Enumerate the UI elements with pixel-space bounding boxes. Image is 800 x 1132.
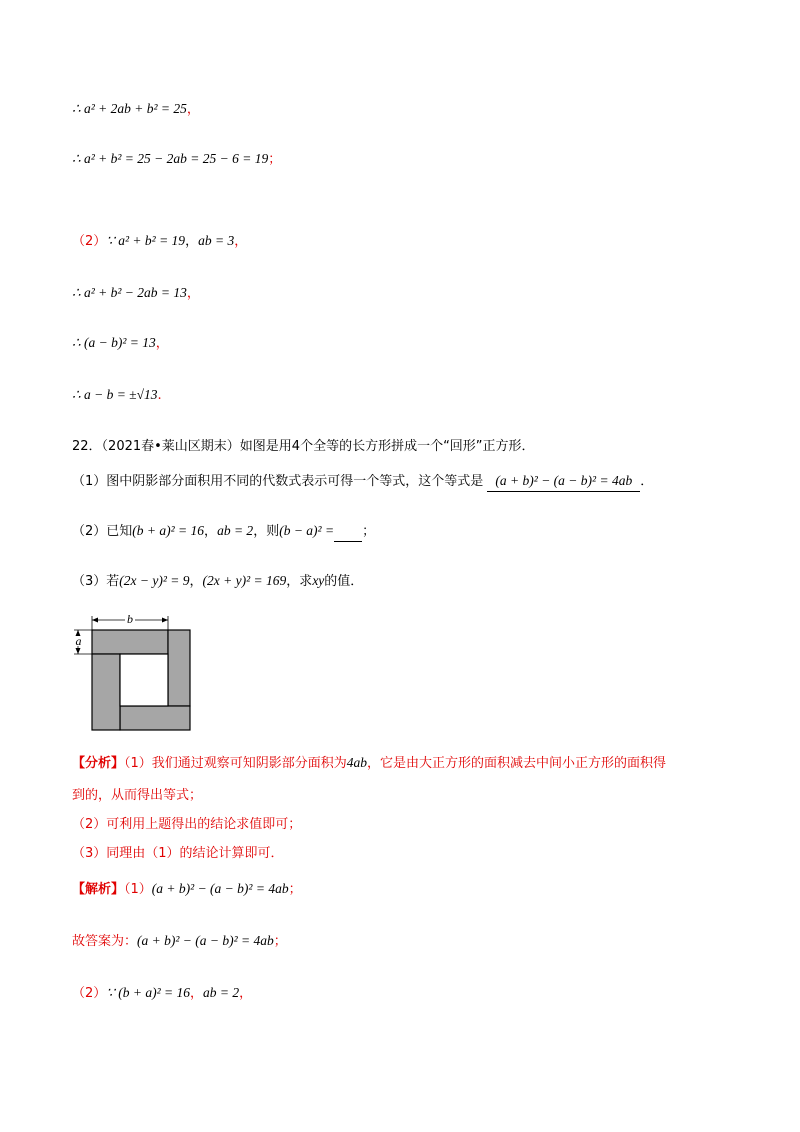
separator: ，	[204, 524, 218, 539]
punct: ；	[273, 934, 287, 949]
label-a: a	[75, 634, 82, 648]
separator: ，	[190, 986, 204, 1001]
label-b: b	[127, 614, 133, 626]
step-line-6	[72, 386, 162, 405]
equation: ∵ a² + b² = 19	[106, 233, 186, 248]
equation: ab = 3	[198, 233, 235, 248]
step-line-1	[72, 100, 200, 119]
rectangle-right	[168, 630, 190, 706]
step-line-4	[72, 284, 200, 303]
hui-shape-figure	[74, 614, 198, 734]
equation: ∴ a² + 2ab + b² = 25	[72, 101, 187, 116]
arrow-left-icon	[92, 618, 98, 623]
solution-tag: 【解析】	[72, 882, 125, 897]
answer-label: 故答案为：	[72, 934, 138, 949]
inner-square	[120, 654, 168, 706]
equation: (a + b)² − (a − b)² = 4ab	[151, 881, 289, 896]
equation: (2x − y)² = 9	[119, 573, 190, 588]
part-label: （2）	[72, 234, 107, 249]
part-label: （2）	[72, 986, 107, 1001]
equation: ∴ a² + b² = 25 − 2ab = 25 − 6 = 19	[72, 151, 269, 166]
punct: ，	[155, 336, 169, 351]
equation: ∴ a − b = ±√13	[72, 387, 158, 402]
equation: ∴ (a − b)² = 13	[72, 335, 156, 350]
equation: (2x + y)² = 169	[202, 573, 287, 588]
step-line-5	[72, 334, 169, 353]
question-2	[72, 522, 375, 542]
analysis-line-4: （3）同理由（1）的结论计算即可．	[72, 846, 284, 861]
variable: xy	[312, 573, 325, 588]
analysis-text: （1）我们通过观察可知阴影部分面积为	[124, 756, 347, 771]
step-line-3	[72, 232, 247, 251]
answer-blank	[334, 523, 362, 542]
rectangle-left	[92, 654, 120, 730]
question-text: 的值．	[324, 574, 364, 589]
separator: ，	[189, 574, 203, 589]
analysis-tag: 【分析】	[72, 756, 125, 771]
arrow-right-icon	[162, 618, 168, 623]
analysis-line-3: （2）可利用上题得出的结论求值即可；	[72, 817, 302, 832]
equation: (b + a)² = 16	[132, 523, 205, 538]
equation: 4ab	[346, 755, 368, 770]
punct: ．	[640, 474, 654, 489]
analysis-line-2: 到的，从而得出等式；	[72, 788, 203, 803]
question-text: （2）已知	[72, 524, 133, 539]
equation: (a + b)² − (a − b)² = 4ab	[137, 933, 274, 948]
problem-heading: 22．（2021春•莱山区期末）如图是用4个全等的长方形拼成一个“回形”正方形．	[72, 439, 535, 454]
punct: ；	[268, 152, 282, 167]
equation: ∴ a² + b² − 2ab = 13	[72, 285, 187, 300]
answer: (a + b)² − (a − b)² = 4ab	[495, 473, 633, 488]
equation: ∵ (b + a)² = 16	[106, 985, 191, 1000]
answer-blank	[487, 472, 640, 492]
analysis-text: ，它是由大正方形的面积减去中间小正方形的面积得	[367, 756, 667, 771]
equation: (b − a)² =	[279, 523, 335, 538]
analysis-line-1	[72, 754, 666, 773]
separator: ，	[185, 234, 199, 249]
equation: ab = 2	[217, 523, 254, 538]
punct: .	[157, 388, 162, 403]
solution-line-2	[72, 984, 252, 1003]
question-text: ，则	[253, 524, 280, 539]
question-3	[72, 572, 363, 591]
answer-line	[72, 932, 287, 951]
arrow-down-icon	[76, 648, 81, 654]
punct: ，	[234, 234, 248, 249]
step-line-2	[72, 150, 281, 169]
rectangle-bottom	[120, 706, 190, 730]
question-text: ，求	[286, 574, 313, 589]
part-label: （1）	[124, 882, 152, 897]
rectangle-top	[92, 630, 168, 654]
solution-line-1	[72, 880, 302, 899]
question-text: （1）图中阴影部分面积用不同的代数式表示可得一个等式，这个等式是	[72, 474, 484, 489]
punct: ；	[288, 882, 302, 897]
punct: ，	[186, 102, 200, 117]
equation: ab = 2	[203, 985, 240, 1000]
question-text: （3）若	[72, 574, 120, 589]
punct: ；	[362, 524, 376, 539]
punct: ，	[186, 286, 200, 301]
punct: ，	[239, 986, 253, 1001]
question-1	[72, 472, 653, 492]
